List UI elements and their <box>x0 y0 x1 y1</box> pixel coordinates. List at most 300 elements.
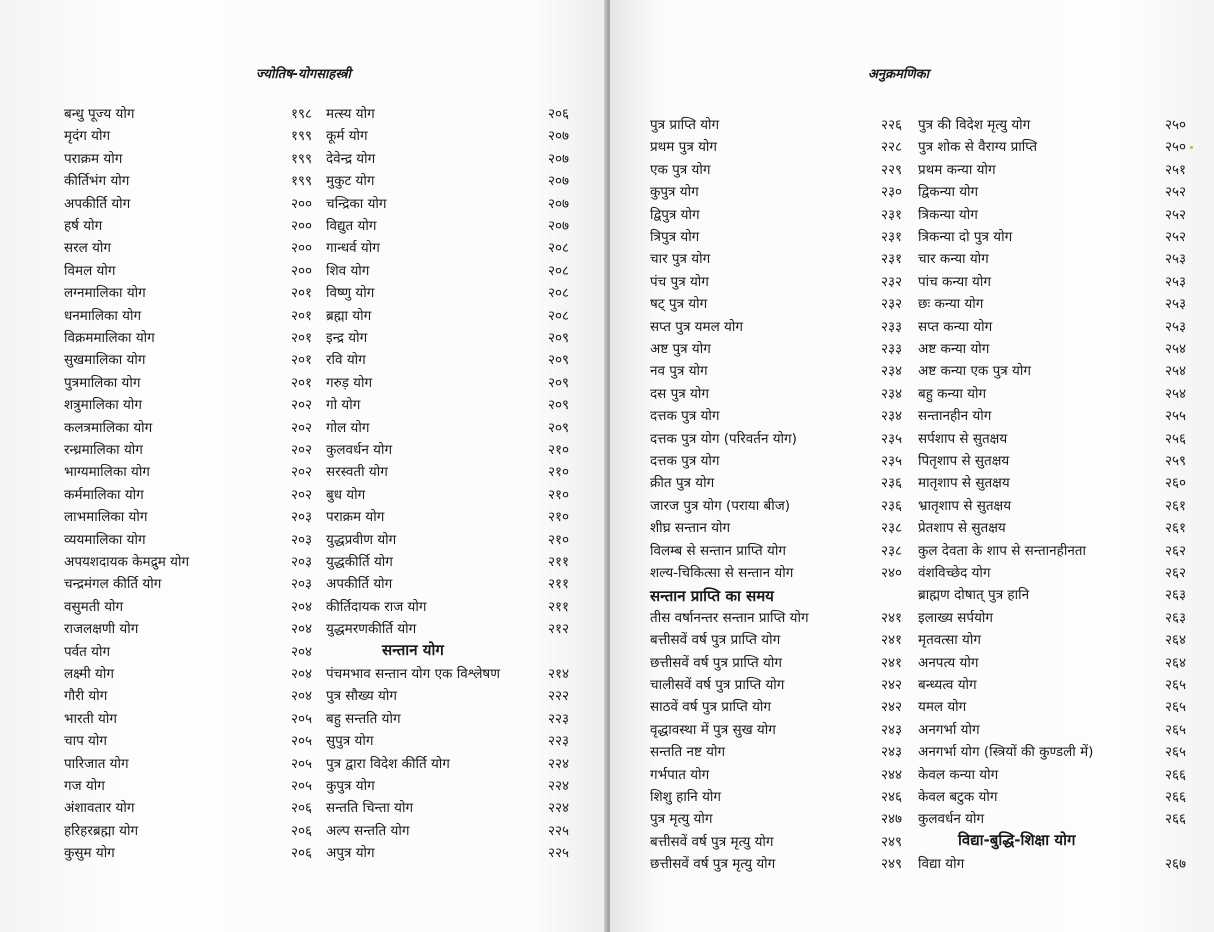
entry-name: ब्रह्मा योग <box>326 307 372 324</box>
index-entry <box>650 831 902 853</box>
index-entry <box>326 193 569 215</box>
entry-name: जारज पुत्र योग (पराया बीज) <box>650 497 791 514</box>
index-entry <box>326 439 569 461</box>
entry-page-number: २५३ <box>1164 251 1186 268</box>
entry-name: बुध योग <box>326 486 366 503</box>
entry-name: विक्रममालिका योग <box>64 330 155 346</box>
index-entry <box>650 696 902 718</box>
entry-page-number: २३१ <box>880 229 902 245</box>
entry-name: सन्तति चिन्ता योग <box>326 800 414 817</box>
entry-name: प्रथम पुत्र योग <box>650 139 718 156</box>
entry-name: द्विपुत्र योग <box>650 206 700 223</box>
index-entry <box>918 540 1186 562</box>
entry-name: पांच कन्या योग <box>918 273 991 290</box>
entry-page-number: २३३ <box>880 318 902 335</box>
entry-name: अनगर्भा योग (स्त्रियों की कुण्डली में) <box>918 744 1094 761</box>
entry-name: अल्प सन्तति योग <box>326 822 410 839</box>
entry-page-number: २०५ <box>290 755 312 772</box>
index-entry <box>918 204 1186 226</box>
index-entry <box>326 305 569 327</box>
index-entry <box>650 181 902 203</box>
entry-name: एक पुत्र योग <box>650 161 711 178</box>
entry-page-number: २११ <box>547 598 569 615</box>
section-heading-santan-prapti-ka-samay: सन्तान प्राप्ति का समय <box>650 587 774 605</box>
index-entry <box>326 797 569 819</box>
index-entry <box>64 170 312 192</box>
index-entry <box>650 383 902 405</box>
entry-name: बत्तीसवें वर्ष पुत्र प्राप्ति योग <box>650 632 781 649</box>
index-entry <box>650 517 902 539</box>
entry-name: चार कन्या योग <box>918 251 989 268</box>
entry-page-number: २०१ <box>290 330 312 346</box>
entry-name: चार पुत्र योग <box>650 251 711 268</box>
entry-page-number: २५६ <box>1164 430 1186 447</box>
entry-page-number: २५४ <box>1164 341 1186 357</box>
entry-page-number: १९९ <box>290 150 312 167</box>
entry-name: अष्ट कन्या योग <box>918 341 990 357</box>
entry-page-number: २५२ <box>1164 184 1186 201</box>
entry-name: बन्ध्यत्व योग <box>918 677 977 693</box>
index-entry <box>326 417 569 439</box>
index-entry <box>650 607 902 629</box>
entry-page-number: २३५ <box>880 453 902 469</box>
entry-name: पंचमभाव सन्तान योग एक विश्लेषण <box>326 666 500 682</box>
entry-name: सुखमालिका योग <box>64 352 146 369</box>
index-entry <box>918 114 1186 136</box>
entry-page-number: २२९ <box>880 161 902 178</box>
index-entry <box>918 159 1186 181</box>
entry-name: पराक्रम योग <box>326 509 385 526</box>
entry-page-number: २५३ <box>1164 296 1186 313</box>
index-entry <box>918 674 1186 696</box>
entry-page-number: २३६ <box>880 475 902 492</box>
index-entry <box>64 260 312 282</box>
entry-page-number: २०९ <box>547 374 569 391</box>
entry-page-number: २४२ <box>880 677 902 693</box>
entry-page-number: २०८ <box>547 307 569 324</box>
entry-page-number: २०० <box>290 240 312 257</box>
entry-page-number: २४१ <box>880 609 902 626</box>
entry-page-number: २०० <box>290 218 312 234</box>
entry-name: इन्द्र योग <box>326 330 368 346</box>
entry-name: तीस वर्षानन्तर सन्तान प्राप्ति योग <box>650 609 809 626</box>
index-entry <box>326 685 569 707</box>
entry-page-number: २६५ <box>1164 677 1186 693</box>
index-entry <box>650 293 902 315</box>
entry-page-number: २५४ <box>1164 385 1186 402</box>
entry-page-number: २६२ <box>1164 565 1186 581</box>
index-entry <box>64 641 312 663</box>
entry-name: मत्स्य योग <box>326 106 375 122</box>
entry-name: दस पुत्र योग <box>650 385 709 402</box>
entry-name: सर्पशाप से सुतक्षय <box>918 430 1008 447</box>
index-entry <box>64 573 312 595</box>
entry-page-number: २०९ <box>547 352 569 369</box>
index-entry <box>918 584 1186 606</box>
entry-page-number: १९९ <box>290 128 312 145</box>
index-entry <box>326 260 569 282</box>
entry-page-number: २०७ <box>547 218 569 234</box>
entry-page-number: २०१ <box>290 285 312 302</box>
entry-name: पितृशाप से सुतक्षय <box>918 453 1010 469</box>
index-entry <box>64 484 312 506</box>
index-entry <box>650 495 902 517</box>
index-entry <box>326 506 569 528</box>
entry-page-number: २०८ <box>547 262 569 279</box>
entry-page-number: २१४ <box>547 666 569 682</box>
index-entry <box>64 148 312 170</box>
entry-page-number: २६१ <box>1164 497 1186 514</box>
entry-page-number: २११ <box>547 554 569 570</box>
index-entry <box>326 618 569 640</box>
entry-page-number: १९९ <box>290 173 312 190</box>
entry-page-number: २५३ <box>1164 273 1186 290</box>
entry-page-number: २२३ <box>547 710 569 727</box>
index-entry <box>650 450 902 472</box>
index-entry <box>650 764 902 786</box>
entry-page-number: २०९ <box>547 330 569 346</box>
entry-name: गो योग <box>326 397 361 414</box>
entry-page-number: २६१ <box>1164 520 1186 537</box>
entry-name: यमल योग <box>918 699 967 716</box>
entry-page-number: १९८ <box>290 106 312 122</box>
entry-name: सप्त कन्या योग <box>918 318 993 335</box>
entry-name: दत्तक पुत्र योग (परिवर्तन योग) <box>650 430 797 447</box>
entry-name: कलत्रमालिका योग <box>64 419 153 436</box>
entry-page-number: २३२ <box>880 296 902 313</box>
index-entry <box>650 652 902 674</box>
entry-page-number: २५२ <box>1164 229 1186 245</box>
entry-name: वृद्धावस्था में पुत्र सुख योग <box>650 721 776 738</box>
index-entry <box>64 685 312 707</box>
entry-page-number: २४३ <box>880 721 902 738</box>
index-entry <box>650 159 902 181</box>
entry-name: अष्ट पुत्र योग <box>650 341 711 357</box>
entry-name: विलम्ब से सन्तान प्राप्ति योग <box>650 542 786 559</box>
entry-page-number: २४१ <box>880 632 902 649</box>
index-entry <box>64 439 312 461</box>
index-entry <box>918 360 1186 382</box>
index-entry <box>918 629 1186 651</box>
entry-page-number: २३४ <box>880 385 902 402</box>
entry-name: युद्धप्रवीण योग <box>326 531 397 548</box>
entry-name: चन्द्रिका योग <box>326 195 387 212</box>
entry-name: इलाख्य सर्पयोग <box>918 609 994 626</box>
entry-name: सप्त पुत्र यमल योग <box>650 318 743 335</box>
entry-page-number: २४७ <box>880 811 902 828</box>
index-entry <box>650 786 902 808</box>
index-entry <box>326 349 569 371</box>
index-entry <box>650 360 902 382</box>
index-entry <box>918 248 1186 270</box>
entry-page-number: २६६ <box>1164 766 1186 783</box>
entry-page-number: २५२ <box>1164 206 1186 223</box>
entry-page-number: २१० <box>547 442 569 458</box>
entry-name: त्रिकन्या दो पुत्र योग <box>918 229 1013 245</box>
entry-name: राजलक्षणी योग <box>64 621 139 638</box>
entry-name: बहु कन्या योग <box>918 385 987 402</box>
index-entry <box>918 764 1186 786</box>
index-entry <box>64 327 312 349</box>
entry-name: पुत्र की विदेश मृत्यु योग <box>918 117 1031 133</box>
index-entry <box>918 495 1186 517</box>
entry-name: गोल योग <box>326 419 370 436</box>
entry-page-number: २०१ <box>290 352 312 369</box>
index-entry <box>918 226 1186 248</box>
entry-page-number: २२४ <box>547 800 569 817</box>
entry-name: रन्ध्रमालिका योग <box>64 442 143 458</box>
entry-name: सरस्वती योग <box>326 464 388 481</box>
entry-page-number: २३६ <box>880 497 902 514</box>
index-entry <box>326 842 569 864</box>
entry-name: कुसुम योग <box>64 845 115 862</box>
entry-name: कुलवर्धन योग <box>326 442 393 458</box>
entry-name: पुत्र प्राप्ति योग <box>650 117 720 133</box>
entry-name: पारिजात योग <box>64 755 129 772</box>
index-entry <box>918 338 1186 360</box>
entry-name: अंशावतार योग <box>64 800 135 817</box>
entry-page-number: २०६ <box>290 800 312 817</box>
index-entry <box>64 417 312 439</box>
entry-page-number: २४९ <box>880 856 902 873</box>
index-entry <box>64 797 312 819</box>
entry-name: हरिहरब्रह्मा योग <box>64 822 139 839</box>
entry-name: कुलवर्धन योग <box>918 811 985 828</box>
index-entry <box>650 540 902 562</box>
entry-page-number: २२८ <box>880 139 902 156</box>
entry-name: लग्नमालिका योग <box>64 285 146 302</box>
index-entry <box>326 237 569 259</box>
entry-name: नव पुत्र योग <box>650 363 708 380</box>
entry-page-number: २०२ <box>290 442 312 458</box>
entry-page-number: २०९ <box>547 397 569 414</box>
entry-name: बहु सन्तति योग <box>326 710 401 727</box>
index-entry <box>326 596 569 618</box>
entry-page-number: २०७ <box>547 128 569 145</box>
entry-name: पुत्र सौख्य योग <box>326 688 397 705</box>
entry-page-number: २०५ <box>290 710 312 727</box>
entry-name: चालीसवें वर्ष पुत्र प्राप्ति योग <box>650 677 785 693</box>
entry-name: मुकुट योग <box>326 173 375 190</box>
index-entry <box>64 551 312 573</box>
entry-page-number: २५१ <box>1164 161 1186 178</box>
index-entry <box>326 708 569 730</box>
index-entry <box>326 484 569 506</box>
index-entry <box>918 450 1186 472</box>
index-entry <box>64 372 312 394</box>
entry-page-number: २०४ <box>290 643 312 660</box>
entry-page-number: २०२ <box>290 486 312 503</box>
index-entry <box>650 136 902 158</box>
entry-page-number: २०३ <box>290 531 312 548</box>
entry-page-number: २०४ <box>290 598 312 615</box>
entry-name: ब्राह्मण दोषात् पुत्र हानि <box>918 587 1030 604</box>
entry-page-number: २६४ <box>1164 632 1186 649</box>
index-entry <box>918 472 1186 494</box>
index-entry <box>64 529 312 551</box>
entry-page-number: २११ <box>547 576 569 593</box>
index-entry <box>918 786 1186 808</box>
entry-name: विमल योग <box>64 262 116 279</box>
entry-name: लक्ष्मी योग <box>64 666 114 682</box>
entry-name: रवि योग <box>326 352 366 369</box>
entry-page-number: २४६ <box>880 789 902 805</box>
entry-page-number: २४३ <box>880 744 902 761</box>
index-entry <box>650 226 902 248</box>
index-entry <box>326 372 569 394</box>
index-entry <box>64 506 312 528</box>
entry-page-number: २२४ <box>547 778 569 794</box>
entry-name: छत्तीसवें वर्ष पुत्र प्राप्ति योग <box>650 654 782 671</box>
entry-name: बत्तीसवें वर्ष पुत्र मृत्यु योग <box>650 833 774 850</box>
entry-page-number: २६५ <box>1164 744 1186 761</box>
entry-name: गरुड़ योग <box>326 374 373 391</box>
entry-page-number: २६३ <box>1164 587 1186 604</box>
entry-page-number: २६५ <box>1164 721 1186 738</box>
entry-page-number: २४१ <box>880 654 902 671</box>
entry-name: कुपुत्र योग <box>650 184 699 201</box>
entry-page-number: २०२ <box>290 397 312 414</box>
entry-name: बन्धु पूज्य योग <box>64 106 135 122</box>
index-entry <box>64 282 312 304</box>
section-heading-vidya-buddhi-shiksha-yog: विद्या-बुद्धि-शिक्षा योग <box>958 831 1076 849</box>
index-entry <box>64 775 312 797</box>
index-entry <box>326 170 569 192</box>
index-entry <box>918 405 1186 427</box>
entry-name: गान्धर्व योग <box>326 240 380 257</box>
entry-name: छः कन्या योग <box>918 296 984 313</box>
index-entry <box>64 394 312 416</box>
index-entry <box>64 663 312 685</box>
index-entry <box>650 316 902 338</box>
index-entry <box>64 193 312 215</box>
entry-name: कुपुत्र योग <box>326 778 375 794</box>
entry-name: देवेन्द्र योग <box>326 150 376 167</box>
entry-name: पर्वत योग <box>64 643 111 660</box>
entry-name: हर्ष योग <box>64 218 103 234</box>
index-entry <box>918 271 1186 293</box>
entry-page-number: २१० <box>547 464 569 481</box>
index-entry <box>650 674 902 696</box>
index-entry <box>326 753 569 775</box>
entry-name: अष्ट कन्या एक पुत्र योग <box>918 363 1031 380</box>
index-entry <box>650 853 902 875</box>
index-entry <box>64 618 312 640</box>
index-entry <box>326 461 569 483</box>
index-entry <box>326 529 569 551</box>
entry-name: युद्धमरणकीर्ति योग <box>326 621 417 638</box>
entry-name: वंशविच्छेद योग <box>918 565 991 581</box>
entry-name: केवल कन्या योग <box>918 766 999 783</box>
section-heading-santan-yog: सन्तान योग <box>382 641 444 659</box>
entry-name: शिव योग <box>326 262 370 279</box>
entry-page-number: २६५ <box>1164 699 1186 716</box>
entry-page-number: २६० <box>1164 475 1186 492</box>
entry-name: शीघ्र सन्तान योग <box>650 520 731 537</box>
entry-page-number: २२४ <box>547 755 569 772</box>
entry-page-number: २०८ <box>547 240 569 257</box>
entry-name: अपुत्र योग <box>326 845 375 862</box>
index-entry <box>650 629 902 651</box>
index-entry <box>918 696 1186 718</box>
entry-page-number: २५९ <box>1164 453 1186 469</box>
entry-page-number: २६७ <box>1164 856 1186 873</box>
entry-name: क्रीत पुत्र योग <box>650 475 715 492</box>
entry-name: वसुमती योग <box>64 598 124 615</box>
entry-page-number: २१२ <box>547 621 569 638</box>
index-entry <box>918 853 1186 875</box>
entry-name: अपयशदायक केमद्रुम योग <box>64 554 190 570</box>
index-entry <box>650 248 902 270</box>
entry-name: पुत्र द्वारा विदेश कीर्ति योग <box>326 755 450 772</box>
entry-page-number: २३२ <box>880 273 902 290</box>
index-entry <box>650 405 902 427</box>
entry-page-number: २४९ <box>880 833 902 850</box>
entry-page-number: २५५ <box>1164 408 1186 425</box>
entry-page-number: २६६ <box>1164 789 1186 805</box>
entry-name: मृतवत्सा योग <box>918 632 981 649</box>
entry-page-number: २०० <box>290 195 312 212</box>
entry-page-number: २०६ <box>547 106 569 122</box>
ink-speck <box>1190 146 1193 149</box>
index-entry <box>650 741 902 763</box>
entry-name: द्विकन्या योग <box>918 184 979 201</box>
index-entry <box>918 652 1186 674</box>
entry-name: दत्तक पुत्र योग <box>650 453 720 469</box>
entry-page-number: २०९ <box>547 419 569 436</box>
index-entry <box>326 573 569 595</box>
index-entry <box>326 663 569 685</box>
index-entry <box>650 472 902 494</box>
entry-name: छत्तीसवें वर्ष पुत्र मृत्यु योग <box>650 856 776 873</box>
index-entry <box>918 517 1186 539</box>
index-entry <box>64 125 312 147</box>
entry-name: साठवें वर्ष पुत्र प्राप्ति योग <box>650 699 772 716</box>
running-head-left: ज्योतिष-योगसाहस्त्री <box>256 67 351 82</box>
entry-page-number: २०६ <box>290 822 312 839</box>
entry-page-number: २६४ <box>1164 654 1186 671</box>
entry-name: सुपुत्र योग <box>326 733 374 750</box>
index-entry <box>650 271 902 293</box>
index-entry <box>326 394 569 416</box>
index-entry <box>64 215 312 237</box>
entry-name: शिशु हानि योग <box>650 789 722 805</box>
entry-page-number: २६३ <box>1164 609 1186 626</box>
index-entry <box>326 551 569 573</box>
entry-page-number: २१० <box>547 509 569 526</box>
entry-page-number: २१० <box>547 531 569 548</box>
entry-name: केवल बटुक योग <box>918 789 998 805</box>
entry-name: त्रिकन्या योग <box>918 206 978 223</box>
index-entry <box>64 753 312 775</box>
index-entry <box>918 293 1186 315</box>
entry-name: भाग्यमालिका योग <box>64 464 150 481</box>
entry-page-number: २०४ <box>290 688 312 705</box>
entry-name: सरल योग <box>64 240 112 257</box>
index-entry <box>918 316 1186 338</box>
running-head-right: अनुक्रमणिका <box>868 67 930 82</box>
entry-page-number: २५० <box>1164 117 1186 133</box>
entry-name: अनगर्भा योग <box>918 721 980 738</box>
entry-page-number: २०१ <box>290 307 312 324</box>
entry-page-number: २४४ <box>880 766 902 783</box>
index-entry <box>650 114 902 136</box>
entry-page-number: २३४ <box>880 363 902 380</box>
entry-page-number: २१० <box>547 486 569 503</box>
entry-name: पंच पुत्र योग <box>650 273 709 290</box>
index-entry <box>918 383 1186 405</box>
entry-name: प्रथम कन्या योग <box>918 161 996 178</box>
